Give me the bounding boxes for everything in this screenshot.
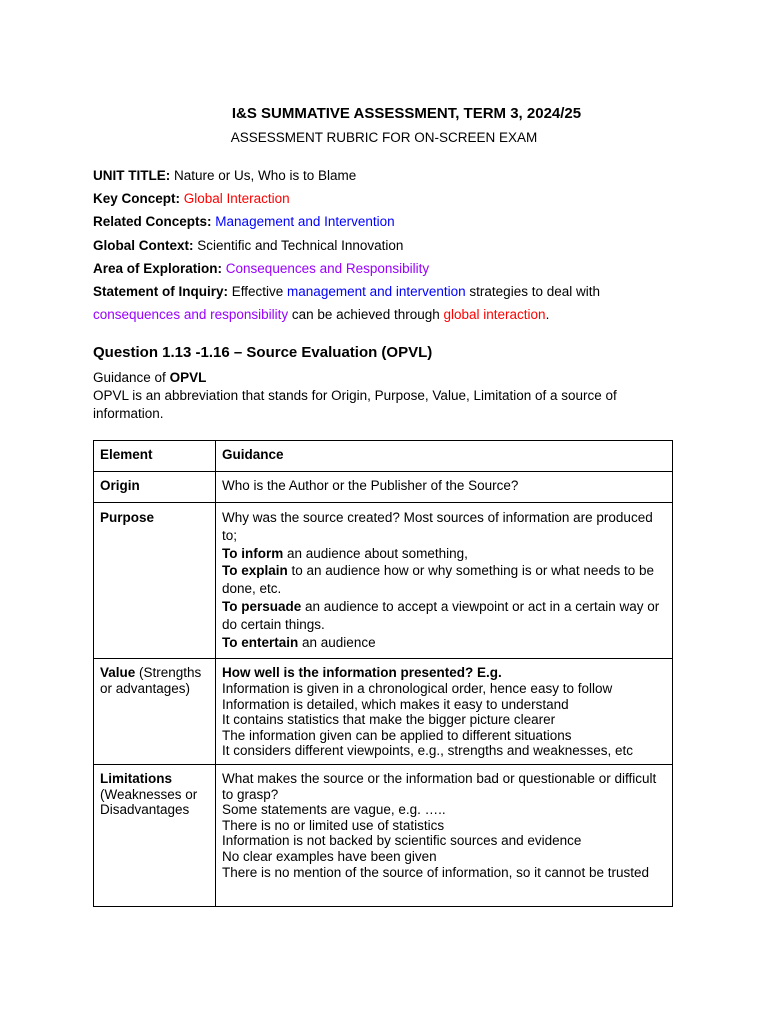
soi-label: Statement of Inquiry: — [93, 284, 229, 300]
purpose-label: Purpose — [94, 503, 216, 659]
opvl-table — [93, 440, 673, 907]
global-context-label: Global Context: — [93, 237, 194, 253]
purpose-item-text: an audience — [298, 634, 376, 650]
guidance-line — [93, 369, 673, 387]
key-concept-line — [93, 187, 683, 210]
page-title: I&S SUMMATIVE ASSESSMENT, TERM 3, 2024/25 — [231, 105, 582, 122]
limitations-label-cell — [94, 764, 216, 906]
area-label: Area of Exploration: — [93, 260, 223, 276]
purpose-item-text: an audience about something, — [283, 545, 468, 561]
purpose-item — [222, 545, 666, 563]
soi-text-7: . — [545, 307, 550, 323]
limitation-item: Information is not backed by scientific sources and evidence — [222, 833, 582, 849]
limitations-label: Limitations — [100, 770, 173, 786]
purpose-item-text: an audience to accept a viewpoint or act in a certain way or do certain things. — [222, 598, 660, 632]
area-value: Consequences and Responsibility — [225, 260, 430, 276]
purpose-item — [222, 634, 666, 652]
purpose-item-bold: To persuade — [222, 598, 302, 614]
value-label: Value — [100, 665, 136, 681]
table-row-purpose — [94, 503, 673, 659]
related-concepts-line — [93, 210, 683, 233]
purpose-item-bold: To explain — [222, 563, 288, 579]
value-guidance — [216, 659, 673, 765]
table-row-limitations — [94, 764, 673, 906]
value-item: It contains statistics that make the bigger picture clearer — [222, 712, 556, 728]
soi-text-4: consequences and responsibility — [93, 307, 289, 323]
opvl-intro-text: OPVL is an abbreviation that stands for Origin, Purpose, Value, Limitation of a source of information. — [93, 388, 617, 421]
unit-title-value: Nature or Us, Who is to Blame — [170, 168, 357, 183]
value-item: Information is given in a chronological order, hence easy to follow — [222, 680, 613, 696]
area-of-exploration-line — [93, 257, 683, 280]
limitation-item: There is no mention of the source of information, so it cannot be trusted — [222, 864, 649, 880]
unit-info — [93, 164, 683, 326]
limitations-guidance — [216, 764, 673, 906]
value-label-note: (Strengths or advantages) — [100, 665, 202, 696]
page-subtitle: ASSESSMENT RUBRIC FOR ON-SCREEN EXAM — [230, 130, 538, 145]
related-concepts-value: Management and Intervention — [215, 214, 395, 230]
value-heading: How well is the information presented? E.g. — [222, 665, 502, 681]
key-concept-value: Global Interaction — [183, 191, 290, 207]
header-element: Element — [94, 441, 216, 472]
purpose-item-bold: To inform — [222, 545, 284, 561]
limitation-item: What makes the source or the information bad or questionable or difficult to grasp? — [222, 770, 657, 802]
global-context-value: Scientific and Technical Innovation — [193, 237, 404, 253]
soi-text-5: can be achieved through — [288, 307, 444, 323]
soi-text-3: strategies to deal with — [465, 284, 600, 300]
soi-text-1: Effective — [228, 284, 288, 300]
limitation-item: There is no or limited use of statistics — [222, 817, 445, 833]
unit-title-line — [93, 164, 683, 187]
limitations-label-note: (Weaknesses or Disadvantages — [100, 786, 198, 818]
guidance-prefix: Guidance of — [93, 370, 170, 385]
value-item: Information is detailed, which makes it easy to understand — [222, 696, 569, 712]
related-concepts-label: Related Concepts: — [93, 214, 212, 230]
table-row-origin — [94, 472, 673, 503]
soi-text-6: global interaction — [443, 307, 546, 323]
limitation-item: No clear examples have been given — [222, 848, 437, 864]
section-heading: Question 1.13 -1.16 – Source Evaluation (OPVL) — [93, 344, 433, 361]
table-header-row — [94, 441, 673, 472]
limitation-item: Some statements are vague, e.g. ….. — [222, 802, 446, 818]
purpose-item — [222, 598, 666, 634]
statement-of-inquiry — [93, 280, 683, 326]
purpose-guidance — [216, 503, 673, 659]
value-item: It considers different viewpoints, e.g., strengths and weaknesses, etc — [222, 743, 633, 759]
purpose-item — [222, 562, 666, 598]
unit-title-label: UNIT TITLE: — [93, 168, 171, 183]
value-item: The information given can be applied to different situations — [222, 727, 572, 743]
table-row-value — [94, 659, 673, 765]
purpose-intro: Why was the source created? Most sources of information are produced to; — [222, 510, 653, 543]
purpose-item-bold: To entertain — [222, 634, 299, 650]
soi-text-2: management and intervention — [287, 284, 466, 300]
origin-label: Origin — [94, 472, 216, 503]
purpose-item-text: to an audience how or why something is or what needs to be done, etc. — [222, 563, 654, 597]
key-concept-label: Key Concept: — [93, 191, 181, 207]
global-context-line — [93, 234, 683, 257]
header-guidance: Guidance — [216, 441, 673, 472]
guidance-bold: OPVL — [169, 370, 207, 385]
section-intro — [93, 369, 673, 423]
origin-guidance: Who is the Author or the Publisher of the Source? — [216, 472, 673, 503]
value-label-cell — [94, 659, 216, 765]
